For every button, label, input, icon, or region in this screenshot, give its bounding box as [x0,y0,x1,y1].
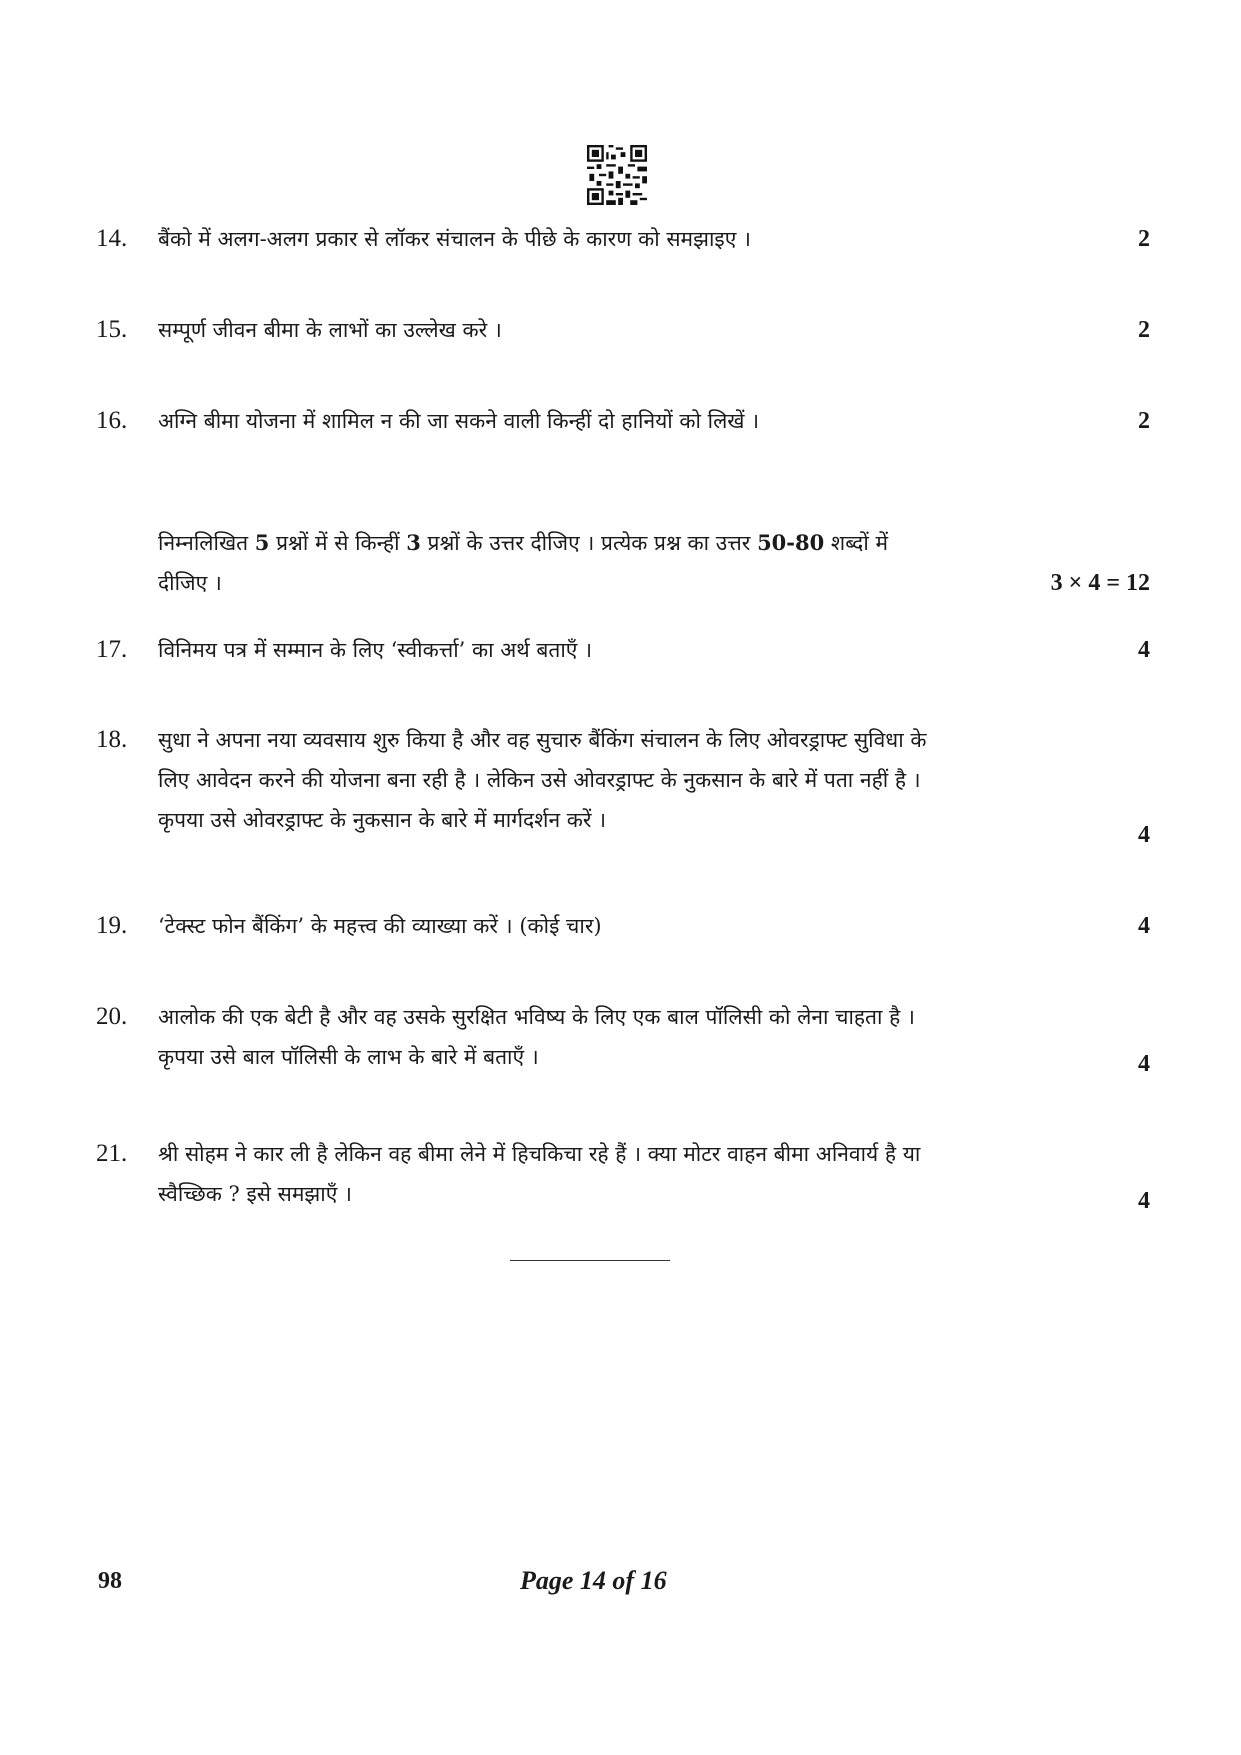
instruction-line-1: निम्नलिखित 5 प्रश्नों में से किन्हीं 3 प्रश्नों के उत्तर दीजिए । प्रत्येक प्रश्न का उत्तर 50-80 शब्दों में [158,530,889,555]
question-marks: 4 [1138,913,1150,939]
question-marks: 2 [1138,317,1150,343]
question-text [158,401,1088,441]
question-marks: 2 [1138,226,1150,252]
question-line: श्री सोहम ने कार ली है लेकिन वह बीमा लेने में हिचकिचा रहे हैं । क्या मोटर वाहन बीमा अनिवार्य है या [158,1142,921,1166]
question-number: 17. [96,636,128,663]
question-number: 18. [96,726,128,753]
question-line: कृपया उसे ओवरड्राफ्ट के नुकसान के बारे में मार्गदर्शन करें । [158,808,607,832]
paper-code: 98 [98,1568,122,1594]
question-line: आलोक की एक बेटी है और वह उसके सुरक्षित भविष्य के लिए एक बाल पॉलिसी को लेना चाहता है । [158,1005,915,1029]
question-text [158,906,1088,946]
question-text [158,997,1088,1077]
question-number: 14. [96,225,128,252]
question-line: ‘टेक्स्ट फोन बैंकिंग’ के महत्त्व की व्याख्या करें । (कोई चार) [158,914,602,938]
question-number: 19. [96,912,128,939]
question-number: 15. [96,316,128,343]
question-text [158,720,1088,840]
question-text [158,630,1088,670]
page-number: Page 14 of 16 [520,1566,667,1595]
question-line: स्वैच्छिक ? इसे समझाएँ । [158,1182,352,1206]
end-divider [510,1260,670,1261]
question-line: सम्पूर्ण जीवन बीमा के लाभों का उल्लेख करे । [158,318,502,342]
question-text [158,310,1088,350]
instruction-line-2: दीजिए । [158,571,222,595]
question-number: 16. [96,407,128,434]
question-marks: 4 [1138,822,1150,848]
question-line: लिए आवेदन करने की योजना बना रही है । लेकिन उसे ओवरड्राफ्ट के नुकसान के बारे में पता नहीं है । [158,768,921,792]
question-marks: 4 [1138,1051,1150,1077]
question-marks: 2 [1138,408,1150,434]
question-line: कृपया उसे बाल पॉलिसी के लाभ के बारे में बताएँ । [158,1045,539,1069]
section-marks: 3 × 4 = 12 [1050,570,1150,596]
question-marks: 4 [1138,1188,1150,1214]
question-number: 21. [96,1140,128,1167]
qr-code-icon [587,145,647,205]
question-line: सुधा ने अपना नया व्यवसाय शुरु किया है और वह सुचारु बैंकिंग संचालन के लिए ओवरड्राफ्ट सुविधा के [158,728,927,752]
question-number: 20. [96,1003,128,1030]
question-text [158,219,1088,259]
question-marks: 4 [1138,637,1150,663]
question-line: विनिमय पत्र में सम्मान के लिए ‘स्वीकर्त्ता’ का अर्थ बताएँ । [158,638,593,662]
question-line: अग्नि बीमा योजना में शामिल न की जा सकने वाली किन्हीं दो हानियों को लिखें । [158,409,760,433]
question-line: बैंको में अलग-अलग प्रकार से लॉकर संचालन के पीछे के कारण को समझाइए । [158,227,751,251]
question-text [158,1134,1088,1214]
